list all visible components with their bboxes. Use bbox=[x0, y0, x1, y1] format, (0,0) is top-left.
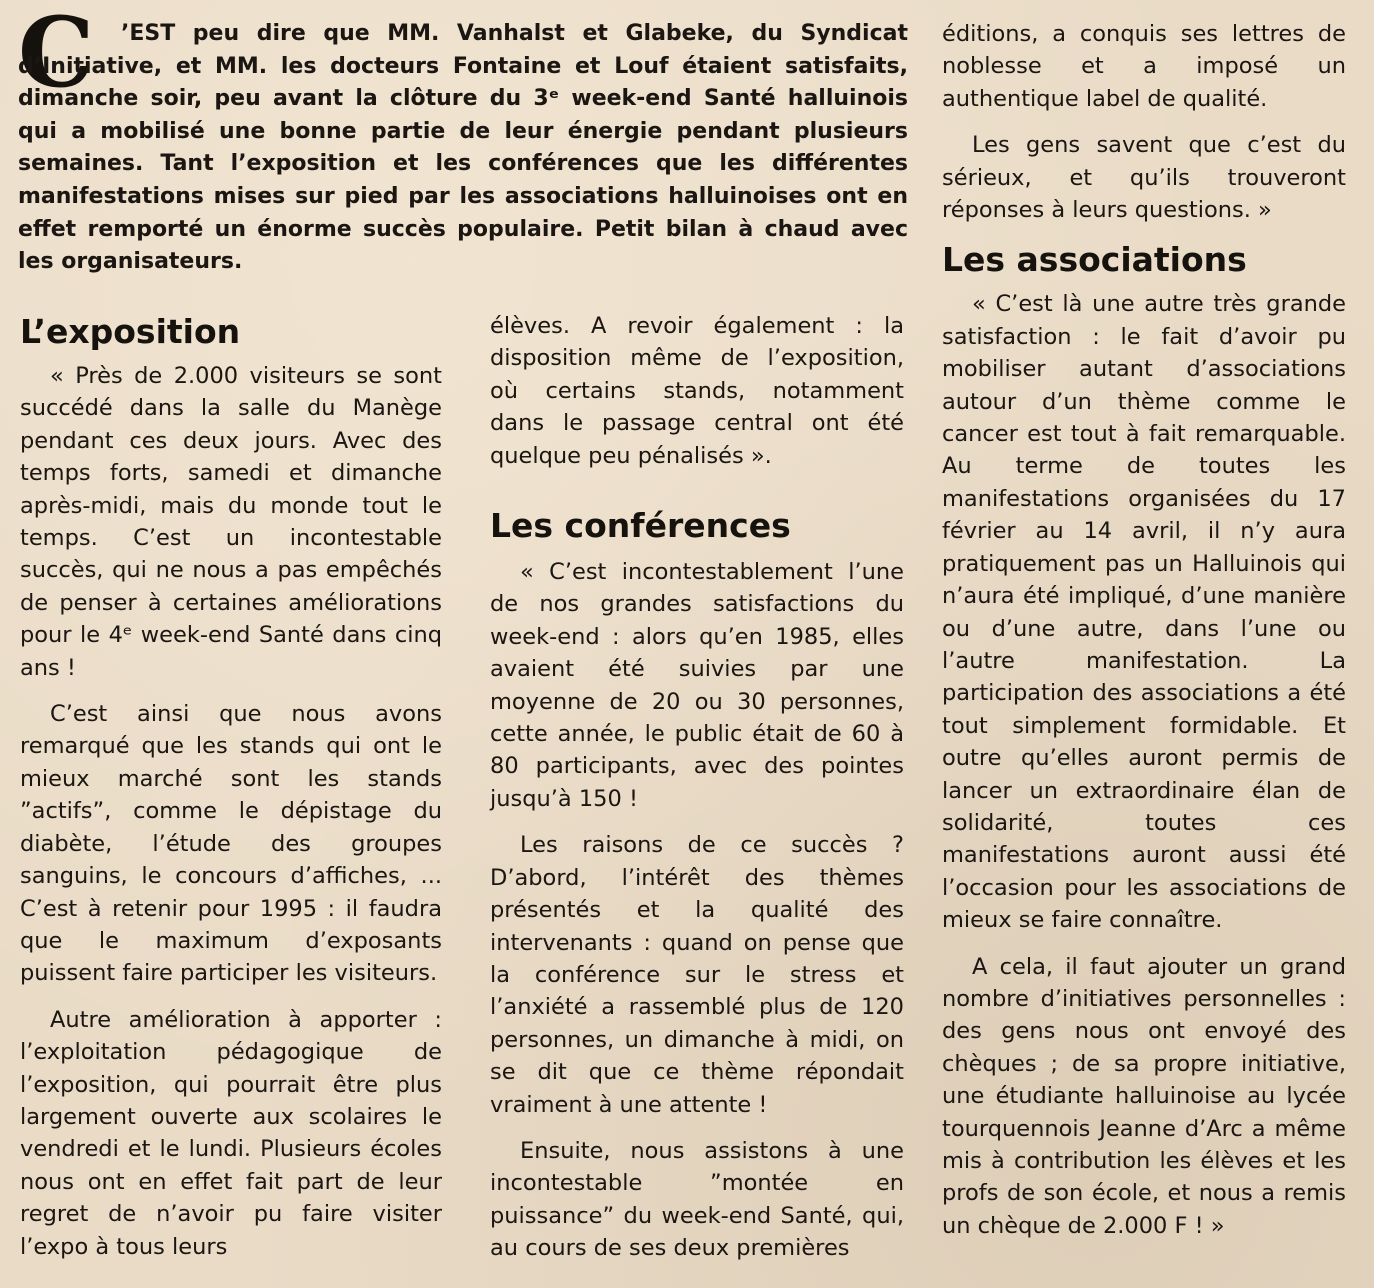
exposition-paragraph-2: C’est ainsi que nous avons remarqué que les stands qui ont le mieux marché sont les stands ”actifs”, comme le dépistage du diabète, l’étude des groupes sanguins, le concours d’affiches, ... C’est à retenir pour 1995 : il faudra que le maximum d’exposants puissent faire participer les visiteurs. bbox=[20, 701, 442, 987]
conferences-paragraph-3: Ensuite, nous assistons à une incontestable ”montée en puissance” du week-end Santé, qui, au cours de ses deux premières bbox=[490, 1137, 904, 1262]
intro-paragraph: ’EST peu dire que MM. Vanhalst et Glabeke, du Syndicat d’Initiative, et MM. les docteurs Fontaine et Louf étaient satisfaits, dimanche soir, peu avant la clôture du 3ᵉ week-end Santé halluinois qui a mobilisé une bonne partie de leur énergie pendant plusieurs semaines. Tant l’exposition et les conférences que les différentes manifestations mises sur pied par les associations halluinoises ont en effet remporté un énorme succès populaire. Petit bilan à chaud avec les organisateurs. bbox=[18, 21, 908, 275]
conferences-paragraph-1: « C’est incontestablement l’une de nos grandes satisfactions du week-end : alors qu’en 1985, elles avaient été suivies par une moyenne de 20 ou 30 personnes, cette année, le public était de 60 à 80 participants, avec des pointes jusqu’à 150 ! bbox=[490, 559, 904, 812]
article-intro bbox=[18, 18, 908, 279]
associations-paragraph-2: A cela, il faut ajouter un grand nombre d’initiatives personnelles : des gens nous ont envoyé des chèques ; de sa propre initiative, une étudiante halluinoise au lycée tourquennois Jeanne d’Arc a même mis à contribution les élèves et les profs de son école, et nous a remis un chèque de 2.000 F ! » bbox=[942, 953, 1346, 1239]
column-2 bbox=[490, 310, 904, 1279]
drop-cap: C bbox=[18, 0, 95, 109]
column-3 bbox=[942, 18, 1346, 1256]
heading-exposition: L’exposition bbox=[20, 312, 241, 351]
conferences-paragraph-3-continued: éditions, a conquis ses lettres de noblesse et a imposé un authentique label de qualité. bbox=[942, 21, 1346, 112]
heading-associations: Les associations bbox=[942, 240, 1247, 280]
conferences-paragraph-2: Les raisons de ce succès ? D’abord, l’intérêt des thèmes présentés et la qualité des intervenants : quand on pense que la conférence sur le stress et l’anxiété a rassemblé plus de 120 personnes, un dimanche à midi, on se dit que ce thème répondait vraiment à une attente ! bbox=[490, 832, 904, 1118]
exposition-paragraph-3: Autre amélioration à apporter : l’exploitation pédagogique de l’exposition, qui pourrait être plus largement ouverte aux scolaires le vendredi et le lundi. Plusieurs écoles nous ont en effet fait part de leur regret de n’avoir pu faire visiter l’expo à tous leurs bbox=[20, 1006, 442, 1260]
associations-paragraph-1: « C’est là une autre très grande satisfaction : le fait d’avoir pu mobiliser autant d’associations autour d’un thème comme le cancer est tout à fait remarquable. Au terme de toutes les manifestations organisées du 17 février au 14 avril, il n’y aura pratiquement pas un Halluinois qui n’aura été impliqué, d’une manière ou d’une autre, dans l’une ou l’autre manifestation. La participation des associations a été tout simplement formidable. Et outre qu’elles auront permis de lancer un extraordinaire élan de solidarité, toutes ces manifestations auront aussi été l’occasion pour les associations de mieux se faire connaître. bbox=[942, 291, 1346, 934]
exposition-paragraph-1: « Près de 2.000 visiteurs se sont succédé dans la salle du Manège pendant ces deux jours. Avec des temps forts, samedi et dimanche après-midi, mais du monde tout le temps. C’est un incontestable succès, qui ne nous a pas empêchés de penser à certaines améliorations pour le 4ᵉ week-end Santé dans cinq ans ! bbox=[20, 363, 442, 681]
heading-conferences: Les conférences bbox=[490, 506, 791, 546]
exposition-paragraph-3-continued: élèves. A revoir également : la disposition même de l’exposition, où certains stands, notamment dans le passage central ont été quelque peu pénalisés ». bbox=[490, 313, 904, 469]
column-1 bbox=[20, 312, 442, 1277]
conferences-paragraph-4: Les gens savent que c’est du sérieux, et qu’ils trouveront réponses à leurs questions. » bbox=[942, 132, 1346, 224]
